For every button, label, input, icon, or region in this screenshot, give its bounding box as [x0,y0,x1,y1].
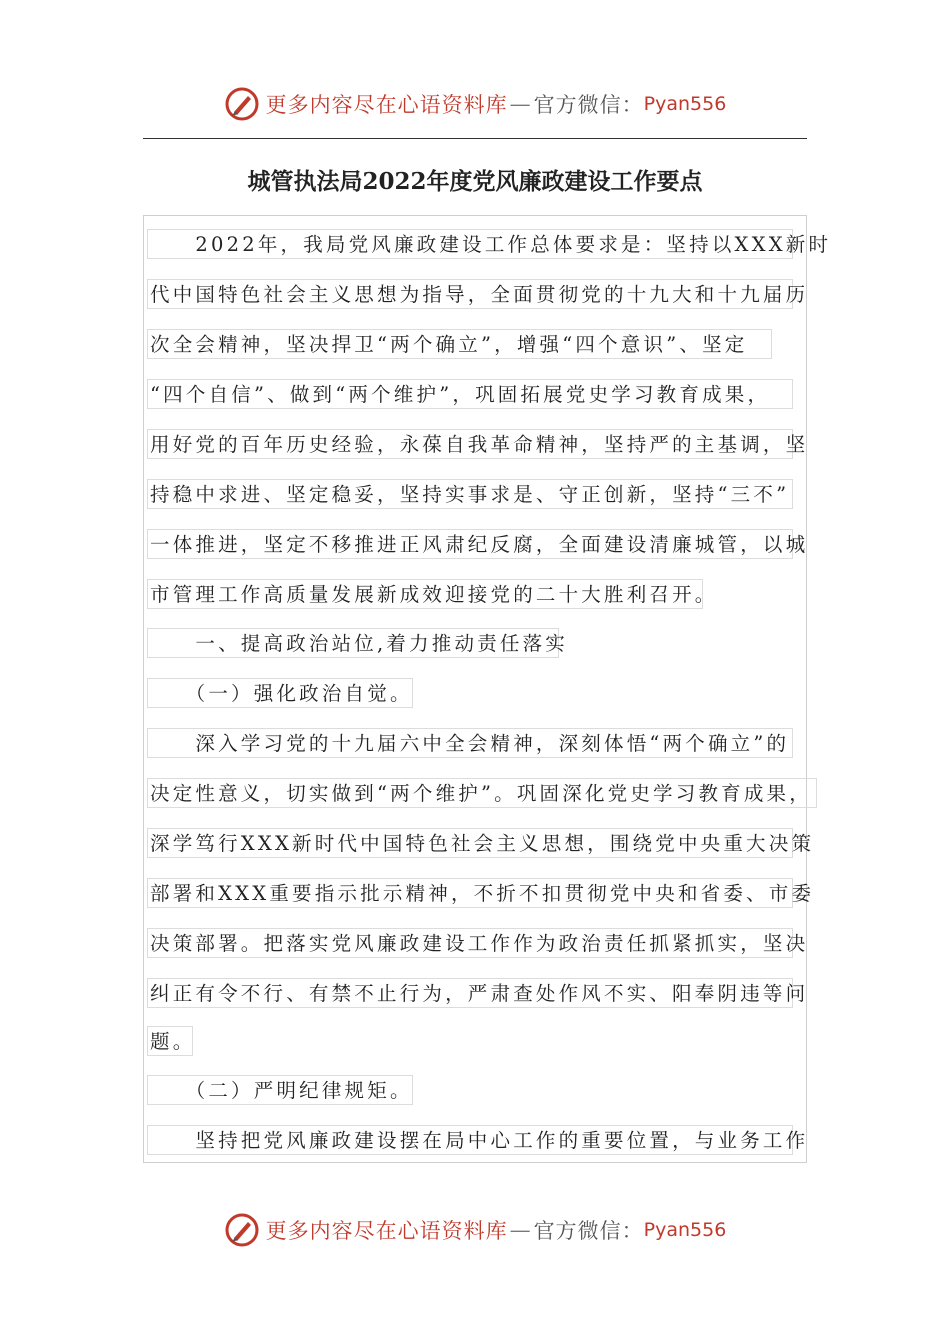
text-line: 市管理工作高质量发展新成效迎接党的二十大胜利召开。 [147,579,703,609]
text-line: 深学笃行XXX新时代中国特色社会主义思想，围绕党中央重大决策 [147,828,793,858]
banner-dash: — [509,1218,532,1242]
header-divider [143,138,807,139]
text-line: 一体推进，坚定不移推进正风肃纪反腐，全面建设清廉城管，以城 [147,529,793,559]
banner-site-name: 更多内容尽在心语资料库 [265,93,508,117]
banner-site-name: 更多内容尽在心语资料库 [265,1219,508,1243]
text-line: 2022年，我局党风廉政建设工作总体要求是：坚持以XXX新时 [147,229,793,259]
text-line: 深入学习党的十九届六中全会精神，深刻体悟“两个确立”的 [147,728,793,758]
text-line: 持稳中求进、坚定稳妥，坚持实事求是、守正创新，坚持“三不” [147,479,793,509]
page-title: 城管执法局2022年度党风廉政建设工作要点 [247,168,703,195]
subsection-heading: （一）强化政治自觉。 [147,678,413,708]
header-banner [0,82,950,126]
banner-wechat-label: 官方微信： [533,1219,644,1243]
footer-banner [0,1208,950,1252]
banner-wechat-id: Pyan556 [643,93,727,115]
text-line: 决定性意义，切实做到“两个维护”。巩固深化党史学习教育成果， [147,778,817,808]
banner-dash: — [509,92,532,116]
subsection-heading: （二）严明纪律规矩。 [147,1075,413,1105]
text-line: 用好党的百年历史经验，永葆自我革命精神，坚持严的主基调，坚 [147,429,793,459]
section-heading: 一、提高政治站位,着力推动责任落实 [147,628,559,658]
text-line: 次全会精神，坚决捍卫“两个确立”，增强“四个意识”、坚定 [147,329,772,359]
text-line: 部署和XXX重要指示批示精神，不折不扣贯彻党中央和省委、市委 [147,878,793,908]
banner-wechat-label: 官方微信： [533,93,644,117]
pen-logo-icon [224,86,260,122]
pen-logo-icon [224,1212,260,1248]
text-line: 代中国特色社会主义思想为指导，全面贯彻党的十九大和十九届历 [147,279,793,309]
text-line: 纠正有令不行、有禁不止行为，严肃查处作风不实、阳奉阴违等问 [147,978,793,1008]
text-line: 决策部署。把落实党风廉政建设工作作为政治责任抓紧抓实，坚决 [147,928,793,958]
text-line: “四个自信”、做到“两个维护”，巩固拓展党史学习教育成果， [147,379,793,409]
banner-wechat-id: Pyan556 [643,1219,727,1241]
text-line: 坚持把党风廉政建设摆在局中心工作的重要位置，与业务工作 [147,1125,793,1155]
text-line: 题。 [147,1026,193,1056]
